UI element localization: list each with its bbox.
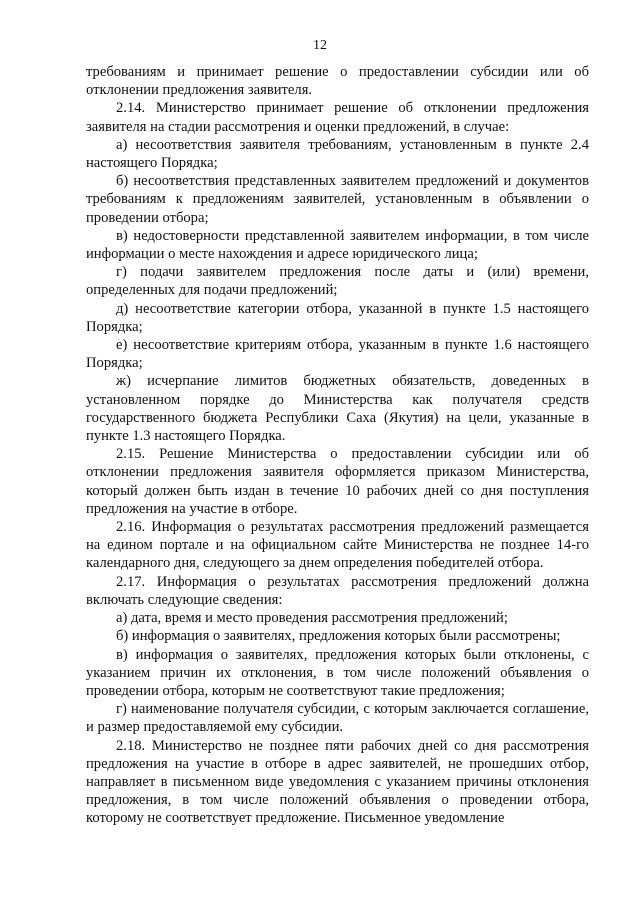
paragraph-2-16: 2.16. Информация о результатах рассмотрения предложений размещается на едином портале и на официальном сайте Министерства не позднее 14-го календарного дня, следующего за днем определения победителей отбора.	[86, 519, 589, 572]
paragraph-continuation: требованиям и принимает решение о предоставлении субсидии или об отклонении предложения заявителя.	[86, 64, 589, 99]
paragraph-2-17-v: в) информация о заявителях, предложения которых были отклонены, с указанием причин их отклонения, в том числе положений объявления о проведении отбора, которым не соответствуют такие предложения;	[86, 646, 589, 699]
paragraph-2-17-g: г) наименование получателя субсидии, с которым заключается соглашение, и размер предоставляемой ему субсидии.	[86, 701, 589, 736]
paragraph-2-14-d: д) несоответствие категории отбора, указанной в пункте 1.5 настоящего Порядка;	[86, 300, 589, 335]
paragraph-2-14-zh: ж) исчерпание лимитов бюджетных обязательств, доведенных в установленном порядке до Министерства как получателя средств государственного бюджета Республики Саха (Якутия) на цели, указанные в пункте 1.3 настоящего Порядка.	[86, 373, 589, 445]
paragraph-2-14-e: е) несоответствие критериям отбора, указанным в пункте 1.6 настоящего Порядка;	[86, 337, 589, 372]
document-body	[86, 63, 589, 828]
paragraph-2-18: 2.18. Министерство не позднее пяти рабочих дней со дня рассмотрения предложения на участие в отборе в адрес заявителей, не прошедших отбор, направляет в письменном виде уведомления с указанием причины отклонения предложения, в том числе положений объявления о проведении отбора, которому не соответствует предложение. Письменное уведомление	[86, 737, 589, 827]
paragraph-2-17-a: а) дата, время и место проведения рассмотрения предложений;	[116, 610, 508, 627]
paragraph-2-17-b: б) информация о заявителях, предложения которых были рассмотрены;	[116, 628, 561, 645]
paragraph-2-14-a: а) несоответствия заявителя требованиям, установленным в пункте 2.4 настоящего Порядка;	[86, 136, 589, 172]
page-number: 12	[313, 38, 327, 53]
paragraph-2-14-v: в) недостоверности представленной заявителем информации, в том числе информации о месте нахождения и адресе юридического лица;	[86, 227, 589, 263]
paragraph-2-14: 2.14. Министерство принимает решение об отклонении предложения заявителя на стадии рассмотрения и оценки предложений, в случае:	[86, 100, 589, 135]
paragraph-2-15: 2.15. Решение Министерства о предоставлении субсидии или об отклонении предложения заявителя оформляется приказом Министерства, который должен быть издан в течение 10 рабочих дней со дня поступления предложения на участие в отборе.	[86, 446, 589, 517]
paragraph-2-14-b: б) несоответствия представленных заявителем предложений и документов требованиям к предложениям заявителей, установленным в объявлении о проведении отбора;	[86, 173, 589, 226]
paragraph-2-17: 2.17. Информация о результатах рассмотрения предложений должна включать следующие сведения:	[86, 573, 589, 608]
paragraph-2-14-g: г) подачи заявителем предложения после даты и (или) времени, определенных для подачи предложений;	[86, 264, 589, 299]
